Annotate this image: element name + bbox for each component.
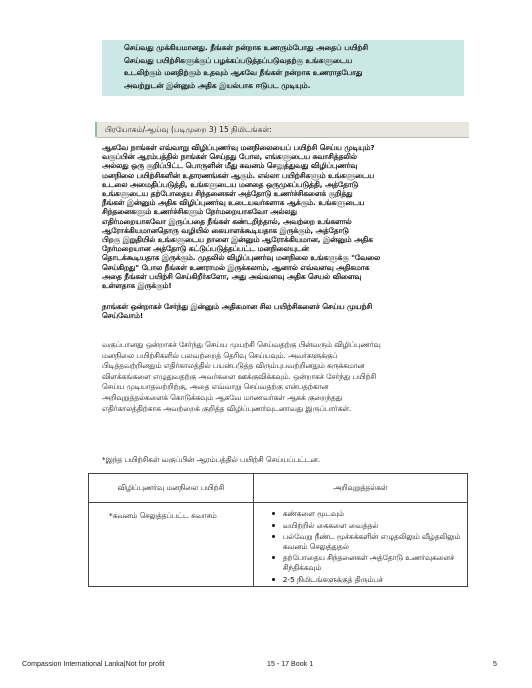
section-header xyxy=(95,122,469,137)
intro-line: செய்வது முக்கியமானது. நீங்கள் நன்றாக உணரும்போது அதைப் பயிற்சி xyxy=(124,43,369,52)
paragraph-line: செய்கிறது" போல நீங்கள் உணராமல் இருக்கலாம், ஆனால் எவ்வளவு அதிகமாக xyxy=(102,262,370,272)
bullet-icon xyxy=(272,524,275,527)
bullet-icon xyxy=(272,578,275,581)
list-item xyxy=(272,575,467,585)
paragraph-line: உடலை அமைதிப்படுத்தி, உங்களுடைய மனதை ஒருமுகப்படுத்தி, அத்தோடு xyxy=(102,179,359,189)
paragraph-line: செய்ய முடியாதவற்றிற்கு, அதை எவ்வாறு செய்வதற்கு என்பதற்கான xyxy=(102,382,329,392)
table-row xyxy=(89,503,468,587)
instruction-text: வயிற்றில் கைகளை வைத்தல் xyxy=(282,520,379,530)
page-number: 5 xyxy=(493,660,497,668)
paragraph-line: மனநிலை பயிற்சிகளின் உதாரணங்கள் ஆகும். எல்லா பயிற்சிகளும் உங்களுடைய xyxy=(102,170,375,180)
paragraph-line: உள்ளதாக இருக்கும்! xyxy=(102,281,172,291)
paragraph-line: மனநிலை பயிற்சிகளில் பலவற்றைத் தெரிவு செய்யவும். அவர்களுக்குப் xyxy=(102,350,338,360)
intro-highlight-box xyxy=(102,40,464,96)
table-header-exercise: விழிப்புணர்வு மனநிலை பயிற்சி xyxy=(89,474,254,503)
intro-line: செய்வது பயிற்சிகளுக்குப் பழக்கப்படுத்தப்படுவதற்கு உங்களுடைய xyxy=(124,55,353,65)
footnote: *இந்த பயிற்சிகள் வகுப்பின் ஆரம்பத்தில் பயிற்சி செய்யப்பட்டன. xyxy=(102,455,321,464)
paragraph-line: அறிவுறுத்தல்களைக் கொடுக்கவும் ஆகவே மாணவர்கள் ஆகக் குறைந்தது xyxy=(102,392,343,402)
paragraph-instructions xyxy=(102,340,464,414)
paragraph-line: ஆரோக்கியமானதொரு வழியில் கையாளக்கூடியதாக இருக்கும், அத்தோடு xyxy=(102,225,349,235)
list-item xyxy=(272,509,467,519)
paragraph-line: விளக்கங்களை எழுதுவதற்கு அவர்களை ஊக்குவிக்கவும். ஒன்றாகச் சேர்ந்து பயிற்சி xyxy=(102,371,377,381)
intro-line: உடலிற்கும் மனதிற்கும் உதவும் ஆகவே நீங்கள் நன்றாக உணராதபோது xyxy=(124,68,363,78)
paragraph-line: எதிர்காலத்திற்காக அவற்றைக் குறித்த விழிப்புணர்வுடனாவது இருப்பார்கள். xyxy=(102,403,352,413)
footer-organization: Compassion International Lanka|Not for profit xyxy=(22,660,165,668)
paragraph-line: நேர்மறையான அத்தோடு கட்டுப்படுத்தப்பட்ட மனநிலையுடன் xyxy=(102,244,309,254)
paragraph-line: செய்வோம்! xyxy=(102,311,144,321)
exercise-name: *கவனம் செலுத்தப்பட்ட சுவாசம் xyxy=(109,511,217,520)
instruction-text: தற்போதைய சிந்தனைகள் அத்தோடு உணர்வுகளைச் சிந்திக்கவும் xyxy=(282,553,455,572)
paragraph-line: வகுப்பின் ஆரம்பத்தில் நாங்கள் செய்தது போல, எங்களுடைய சுவாசித்தலில் xyxy=(102,152,357,162)
table-header-instructions: அறிவுறுத்தல்கள் xyxy=(253,474,467,503)
section-title: பிரயோகம்/ஆய்வு (படிமுறை 3) 15 நிமிடங்கள்: xyxy=(105,125,272,134)
paragraph-line: எதிர்மறையாகவோ இருப்பதை நீங்கள் கண்டறிந்தால், அவற்றை உங்களால் xyxy=(102,216,352,226)
paragraph-line: நீங்கள் இன்னும் அதிக விழிப்புணர்வு உடையவர்களாக ஆக்கும். உங்களுடைய xyxy=(102,198,365,208)
instruction-text: பல்வேறு நீண்ட மூச்சுக்களின் எழுதலிலும் வீழ்தலிலும் கவனம் செலுத்துதல் xyxy=(282,532,461,551)
paragraph-line: உங்களுடைய தற்போதைய சிந்தனைகள் அத்தோடு உணர்ச்சிகளைக் குறித்து xyxy=(102,189,353,199)
paragraph-line: அதை நீங்கள் பயிற்சி செய்கிறீர்களோ, அது அவ்வளவு அதிக செயல் விளைவு xyxy=(102,271,362,281)
paragraph-line: வகுப்பானது ஒன்றாகச் சேர்ந்து செய்ய முயற்சி செய்வதற்கு பின்வரும் விழிப்புணர்வு xyxy=(102,340,381,349)
intro-line: அவற்றுடன் இன்னும் அதிக இயல்பாக ஈடுபட முடியும். xyxy=(124,81,311,91)
paragraph-call-to-action xyxy=(102,302,464,320)
exercise-table xyxy=(88,473,468,587)
paragraph-line: பிடித்தவற்றினதும் எதிர்காலத்தில் பயன்படுத்த விரும்புபவற்றினதும் கருக்கமான xyxy=(102,361,365,371)
paragraph-line: நாங்கள் ஒன்றாகச் சேர்ந்து இன்னும் அதிகமான சில பயிற்சிகளைச் செய்ய முயற்சி xyxy=(102,302,373,311)
instruction-list xyxy=(254,509,467,584)
bullet-icon xyxy=(272,535,275,538)
section-divider xyxy=(97,137,469,138)
instruction-text: 2-5 நிமிடங்களுக்குத் திரும்பச் xyxy=(282,574,383,584)
paragraph-line: சிந்தனைகளும் உணர்ச்சிகளும் நேர்மறையாகவோ அல்லது xyxy=(102,207,297,217)
table-cell-exercise xyxy=(89,503,254,587)
paragraph-line: ஆகவே நாங்கள் எவ்வாறு விழிப்புணர்வு மனநிலையைப் பயிற்சி செய்ய முடியும்? xyxy=(102,143,375,152)
bullet-icon xyxy=(272,556,275,559)
list-item xyxy=(272,521,467,531)
paragraph-main xyxy=(102,143,464,290)
paragraph-line: பிறகு இறுதியில் உங்களுடைய நாளை இன்னும் ஆரோக்கியமான, இன்னும் அதிக xyxy=(102,235,373,245)
list-item xyxy=(272,532,467,551)
instruction-text: கண்களை மூடவும் xyxy=(282,509,344,518)
table-cell-instructions xyxy=(253,503,467,587)
paragraph-line: தொடக்கூடியதாக இருக்கும். முதலில் விழிப்புணர்வு மனநிலை உங்களுக்கு "வேலை xyxy=(102,253,381,263)
list-item xyxy=(272,553,467,572)
paragraph-line: அல்லது ஒரு குறிப்பிட்ட பொருளின் மீது கவனம் செலுத்துவது விழிப்புணர்வு xyxy=(102,161,358,171)
table-header-row xyxy=(89,474,468,503)
footer-book: 15 - 17 Book 1 xyxy=(267,660,314,668)
bullet-icon xyxy=(272,512,275,515)
